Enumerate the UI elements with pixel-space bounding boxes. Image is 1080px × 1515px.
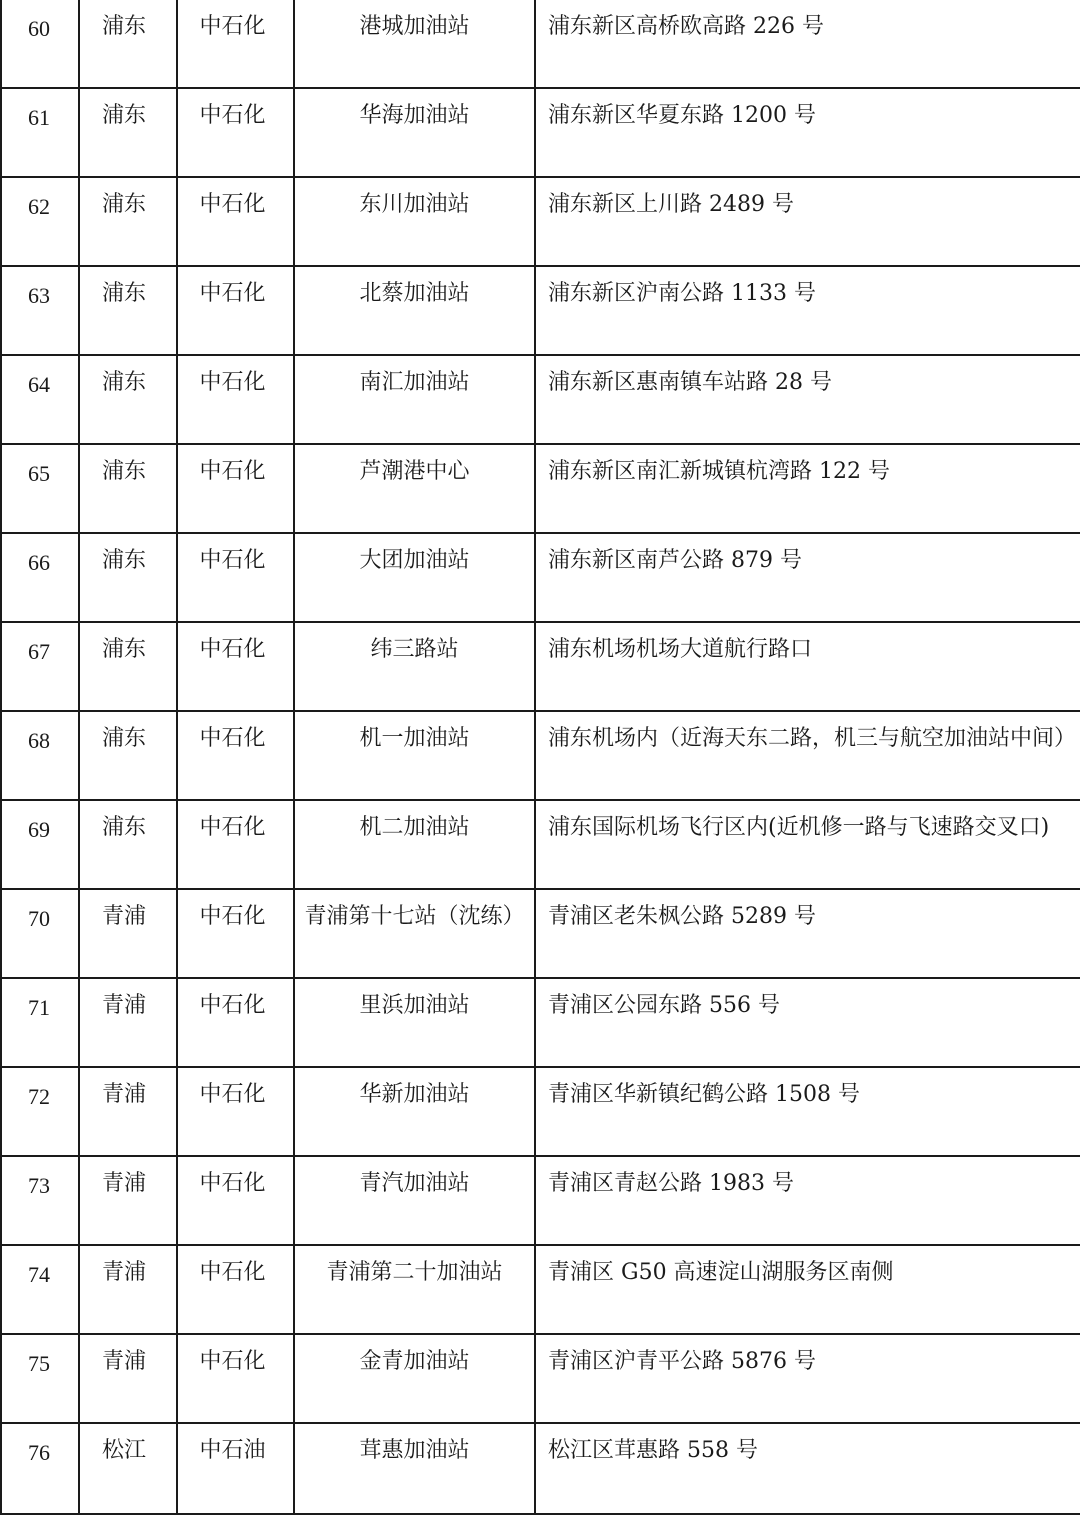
table-row bbox=[1, 1067, 1080, 1156]
station-name-cell: 纬三路站 bbox=[294, 622, 535, 711]
company-cell: 中石化 bbox=[177, 266, 294, 355]
company-cell: 中石化 bbox=[177, 1156, 294, 1245]
row-number: 69 bbox=[1, 800, 79, 889]
district-cell: 浦东 bbox=[79, 177, 177, 266]
table-row bbox=[1, 978, 1080, 1067]
row-number: 66 bbox=[1, 533, 79, 622]
address-cell: 青浦区青赵公路 1983 号 bbox=[535, 1156, 1080, 1245]
address-cell: 青浦区华新镇纪鹤公路 1508 号 bbox=[535, 1067, 1080, 1156]
table-row bbox=[1, 444, 1080, 533]
company-cell: 中石化 bbox=[177, 1067, 294, 1156]
address-cell: 浦东新区南汇新城镇杭湾路 122 号 bbox=[535, 444, 1080, 533]
address-cell: 青浦区公园东路 556 号 bbox=[535, 978, 1080, 1067]
table-row bbox=[1, 177, 1080, 266]
address-cell: 浦东新区上川路 2489 号 bbox=[535, 177, 1080, 266]
table-row bbox=[1, 266, 1080, 355]
station-name-cell: 青浦第十七站（沈练） bbox=[294, 889, 535, 978]
company-cell: 中石油 bbox=[177, 1423, 294, 1514]
address-cell: 浦东新区南芦公路 879 号 bbox=[535, 533, 1080, 622]
address-cell: 浦东新区高桥欧高路 226 号 bbox=[535, 0, 1080, 88]
table-row bbox=[1, 1423, 1080, 1514]
company-cell: 中石化 bbox=[177, 444, 294, 533]
row-number: 67 bbox=[1, 622, 79, 711]
address-cell: 浦东新区惠南镇车站路 28 号 bbox=[535, 355, 1080, 444]
district-cell: 浦东 bbox=[79, 266, 177, 355]
district-cell: 青浦 bbox=[79, 1334, 177, 1423]
company-cell: 中石化 bbox=[177, 533, 294, 622]
row-number: 72 bbox=[1, 1067, 79, 1156]
company-cell: 中石化 bbox=[177, 622, 294, 711]
district-cell: 浦东 bbox=[79, 0, 177, 88]
row-number: 63 bbox=[1, 266, 79, 355]
company-cell: 中石化 bbox=[177, 978, 294, 1067]
company-cell: 中石化 bbox=[177, 889, 294, 978]
address-cell: 青浦区 G50 高速淀山湖服务区南侧 bbox=[535, 1245, 1080, 1334]
company-cell: 中石化 bbox=[177, 1245, 294, 1334]
station-name-cell: 大团加油站 bbox=[294, 533, 535, 622]
table-row bbox=[1, 800, 1080, 889]
row-number: 60 bbox=[1, 0, 79, 88]
station-name-cell: 华海加油站 bbox=[294, 88, 535, 177]
district-cell: 浦东 bbox=[79, 88, 177, 177]
station-name-cell: 机二加油站 bbox=[294, 800, 535, 889]
station-name-cell: 东川加油站 bbox=[294, 177, 535, 266]
row-number: 65 bbox=[1, 444, 79, 533]
table-row bbox=[1, 533, 1080, 622]
station-name-cell: 机一加油站 bbox=[294, 711, 535, 800]
station-name-cell: 青浦第二十加油站 bbox=[294, 1245, 535, 1334]
row-number: 75 bbox=[1, 1334, 79, 1423]
table-row bbox=[1, 355, 1080, 444]
district-cell: 青浦 bbox=[79, 1156, 177, 1245]
station-name-cell: 青汽加油站 bbox=[294, 1156, 535, 1245]
station-name-cell: 华新加油站 bbox=[294, 1067, 535, 1156]
station-name-cell: 金青加油站 bbox=[294, 1334, 535, 1423]
company-cell: 中石化 bbox=[177, 0, 294, 88]
address-cell: 浦东机场内（近海天东二路，机三与航空加油站中间） bbox=[535, 711, 1080, 800]
address-cell: 浦东机场机场大道航行路口 bbox=[535, 622, 1080, 711]
station-name-cell: 茸惠加油站 bbox=[294, 1423, 535, 1514]
table-row bbox=[1, 88, 1080, 177]
district-cell: 青浦 bbox=[79, 1245, 177, 1334]
district-cell: 青浦 bbox=[79, 1067, 177, 1156]
station-name-cell: 里浜加油站 bbox=[294, 978, 535, 1067]
company-cell: 中石化 bbox=[177, 800, 294, 889]
row-number: 64 bbox=[1, 355, 79, 444]
company-cell: 中石化 bbox=[177, 177, 294, 266]
address-cell: 青浦区老朱枫公路 5289 号 bbox=[535, 889, 1080, 978]
station-name-cell: 北蔡加油站 bbox=[294, 266, 535, 355]
district-cell: 浦东 bbox=[79, 711, 177, 800]
district-cell: 青浦 bbox=[79, 889, 177, 978]
address-cell: 浦东新区沪南公路 1133 号 bbox=[535, 266, 1080, 355]
table-row bbox=[1, 1156, 1080, 1245]
address-cell: 松江区茸惠路 558 号 bbox=[535, 1423, 1080, 1514]
row-number: 73 bbox=[1, 1156, 79, 1245]
district-cell: 松江 bbox=[79, 1423, 177, 1514]
row-number: 74 bbox=[1, 1245, 79, 1334]
table-row bbox=[1, 1245, 1080, 1334]
table-row bbox=[1, 622, 1080, 711]
row-number: 70 bbox=[1, 889, 79, 978]
row-number: 68 bbox=[1, 711, 79, 800]
company-cell: 中石化 bbox=[177, 88, 294, 177]
district-cell: 浦东 bbox=[79, 355, 177, 444]
address-cell: 青浦区沪青平公路 5876 号 bbox=[535, 1334, 1080, 1423]
company-cell: 中石化 bbox=[177, 355, 294, 444]
company-cell: 中石化 bbox=[177, 1334, 294, 1423]
row-number: 62 bbox=[1, 177, 79, 266]
table-row bbox=[1, 711, 1080, 800]
district-cell: 浦东 bbox=[79, 800, 177, 889]
company-cell: 中石化 bbox=[177, 711, 294, 800]
row-number: 61 bbox=[1, 88, 79, 177]
station-name-cell: 芦潮港中心 bbox=[294, 444, 535, 533]
district-cell: 青浦 bbox=[79, 978, 177, 1067]
station-name-cell: 港城加油站 bbox=[294, 0, 535, 88]
district-cell: 浦东 bbox=[79, 533, 177, 622]
table-row bbox=[1, 889, 1080, 978]
district-cell: 浦东 bbox=[79, 444, 177, 533]
row-number: 71 bbox=[1, 978, 79, 1067]
district-cell: 浦东 bbox=[79, 622, 177, 711]
table-body bbox=[1, 0, 1080, 1514]
station-name-cell: 南汇加油站 bbox=[294, 355, 535, 444]
address-cell: 浦东新区华夏东路 1200 号 bbox=[535, 88, 1080, 177]
table-row bbox=[1, 0, 1080, 88]
address-cell: 浦东国际机场飞行区内(近机修一路与飞速路交叉口) bbox=[535, 800, 1080, 889]
row-number: 76 bbox=[1, 1423, 79, 1514]
table-row bbox=[1, 1334, 1080, 1423]
